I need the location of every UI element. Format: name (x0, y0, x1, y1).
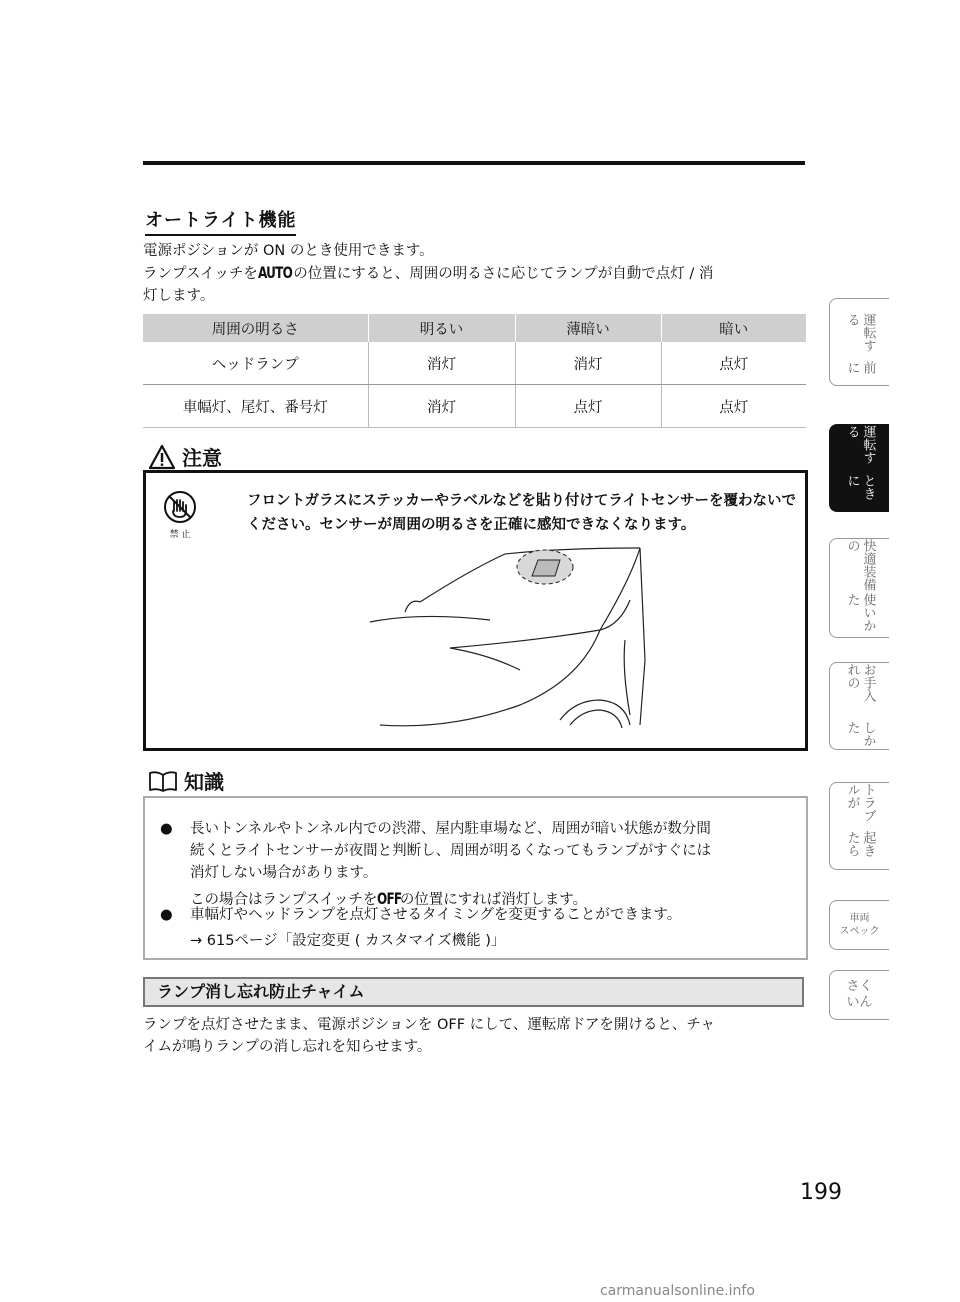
side-tab-label: いん (846, 995, 873, 1010)
side-tab-comfort-features[interactable] (829, 538, 889, 638)
intro-line-2-pre: ランプスイッチを (143, 266, 258, 282)
knowledge-item-2-text: 車幅灯やヘッドランプを点灯させるタイミングを変更することができます。 (190, 907, 682, 923)
table-cell: 車幅灯、尾灯、番号灯 (143, 385, 368, 428)
knowledge-item-2 (160, 904, 800, 952)
side-tab-label: 快適装備の (844, 539, 876, 591)
table-header-row (143, 314, 806, 342)
knowledge-item-1-l4-pre: この場合はランプスイッチを (190, 892, 378, 908)
intro-line-2 (143, 262, 813, 285)
side-tab-label: お手入れの (844, 663, 876, 702)
table-header: 明るい (368, 314, 515, 342)
knowledge-heading (148, 766, 224, 795)
auto-switch-mark: AUTO (257, 263, 292, 282)
bullet-icon: ● (160, 907, 173, 923)
side-tab-troubleshooting[interactable] (829, 782, 889, 870)
side-tab-label: 使いかた (844, 593, 876, 633)
table-header: 薄暗い (515, 314, 661, 342)
knowledge-item-1-line: 続くとライトセンサーが夜間と判断し、周囲が明るくなってもランプがすぐには (190, 843, 712, 859)
side-tab-label: トラブルが (844, 783, 876, 822)
section-title-auto-light: オートライト機能 (145, 206, 296, 236)
car-windshield-illustration (360, 540, 650, 740)
warning-triangle-icon (148, 444, 176, 470)
page-reference-link[interactable]: → 615ページ「設定変更 ( カスタマイズ機能 )」 (190, 933, 506, 949)
side-tab-label: 前に (844, 361, 876, 374)
side-tab-maintenance[interactable] (829, 662, 889, 750)
open-book-icon (148, 769, 178, 793)
intro-line-1: 電源ポジションが ON のとき使用できます。 (143, 243, 434, 259)
knowledge-item-1-line: 消灯しない場合があります。 (190, 865, 378, 881)
side-tab-while-driving[interactable] (829, 424, 889, 512)
prohibit-hand-icon (163, 490, 197, 524)
section-title-lamp-chime: ランプ消し忘れ防止チャイム (143, 977, 804, 1007)
caution-heading-text: 注意 (182, 446, 222, 470)
intro-line-2-post: の位置にすると、周囲の明るさに応じてランプが自動で点灯 / 消 (293, 266, 714, 282)
side-tab-label: 車両 (849, 913, 870, 924)
table-row (143, 342, 806, 385)
table-header: 暗い (661, 314, 806, 342)
watermark: carmanualsonline.info (600, 1283, 755, 1299)
chime-paragraph (143, 1014, 813, 1058)
side-tab-label: 運転する (844, 425, 876, 464)
lamp-status-table (143, 314, 806, 428)
side-tab-label: しかた (844, 720, 876, 747)
knowledge-item-1 (160, 818, 800, 911)
side-tab-specifications[interactable] (829, 900, 889, 950)
side-tab-label: 起きたら (844, 830, 876, 857)
knowledge-item-1-line: 長いトンネルやトンネル内での渋滞、屋内駐車場など、周囲が暗い状態が数分間 (190, 821, 711, 837)
chime-line-2: イムが鳴りランプの消し忘れを知らせます。 (143, 1039, 432, 1055)
side-tab-index[interactable] (829, 970, 889, 1020)
table-cell: 消灯 (515, 342, 661, 385)
chime-line-1: ランプを点灯させたまま、電源ポジションを OFF にして、運転席ドアを開けると、チャ (143, 1017, 715, 1033)
table-cell: 点灯 (515, 385, 661, 428)
page-number: 199 (800, 1180, 842, 1205)
table-cell: 消灯 (368, 342, 515, 385)
prohibit-mark (160, 490, 200, 540)
top-rule (143, 161, 805, 165)
side-tab-label: ときに (844, 474, 876, 501)
table-row (143, 385, 806, 428)
caution-text: フロントガラスにステッカーやラベルなどを貼り付けてライトセンサーを覆わないでください。センサーが周囲の明るさを正確に感知できなくなります。 (247, 493, 796, 533)
table-header: 周囲の明るさ (143, 314, 368, 342)
intro-line-3: 灯します。 (143, 288, 215, 304)
table-cell: 点灯 (661, 342, 806, 385)
bullet-icon: ● (160, 821, 173, 837)
table-cell: 消灯 (368, 385, 515, 428)
side-tab-before-driving[interactable] (829, 298, 889, 386)
knowledge-heading-text: 知識 (184, 770, 224, 794)
side-tab-label: スペック (839, 926, 880, 937)
off-switch-mark: OFF (377, 889, 402, 908)
prohibit-label: 禁 止 (169, 530, 191, 540)
intro-paragraph (143, 240, 813, 307)
side-tab-label: さく (846, 979, 873, 994)
knowledge-item-1-l4-post: の位置にすれば消灯します。 (399, 892, 588, 908)
table-cell: 点灯 (661, 385, 806, 428)
table-cell: ヘッドランプ (143, 342, 368, 385)
side-tab-label: 運転する (844, 313, 876, 352)
caution-heading (148, 442, 222, 471)
